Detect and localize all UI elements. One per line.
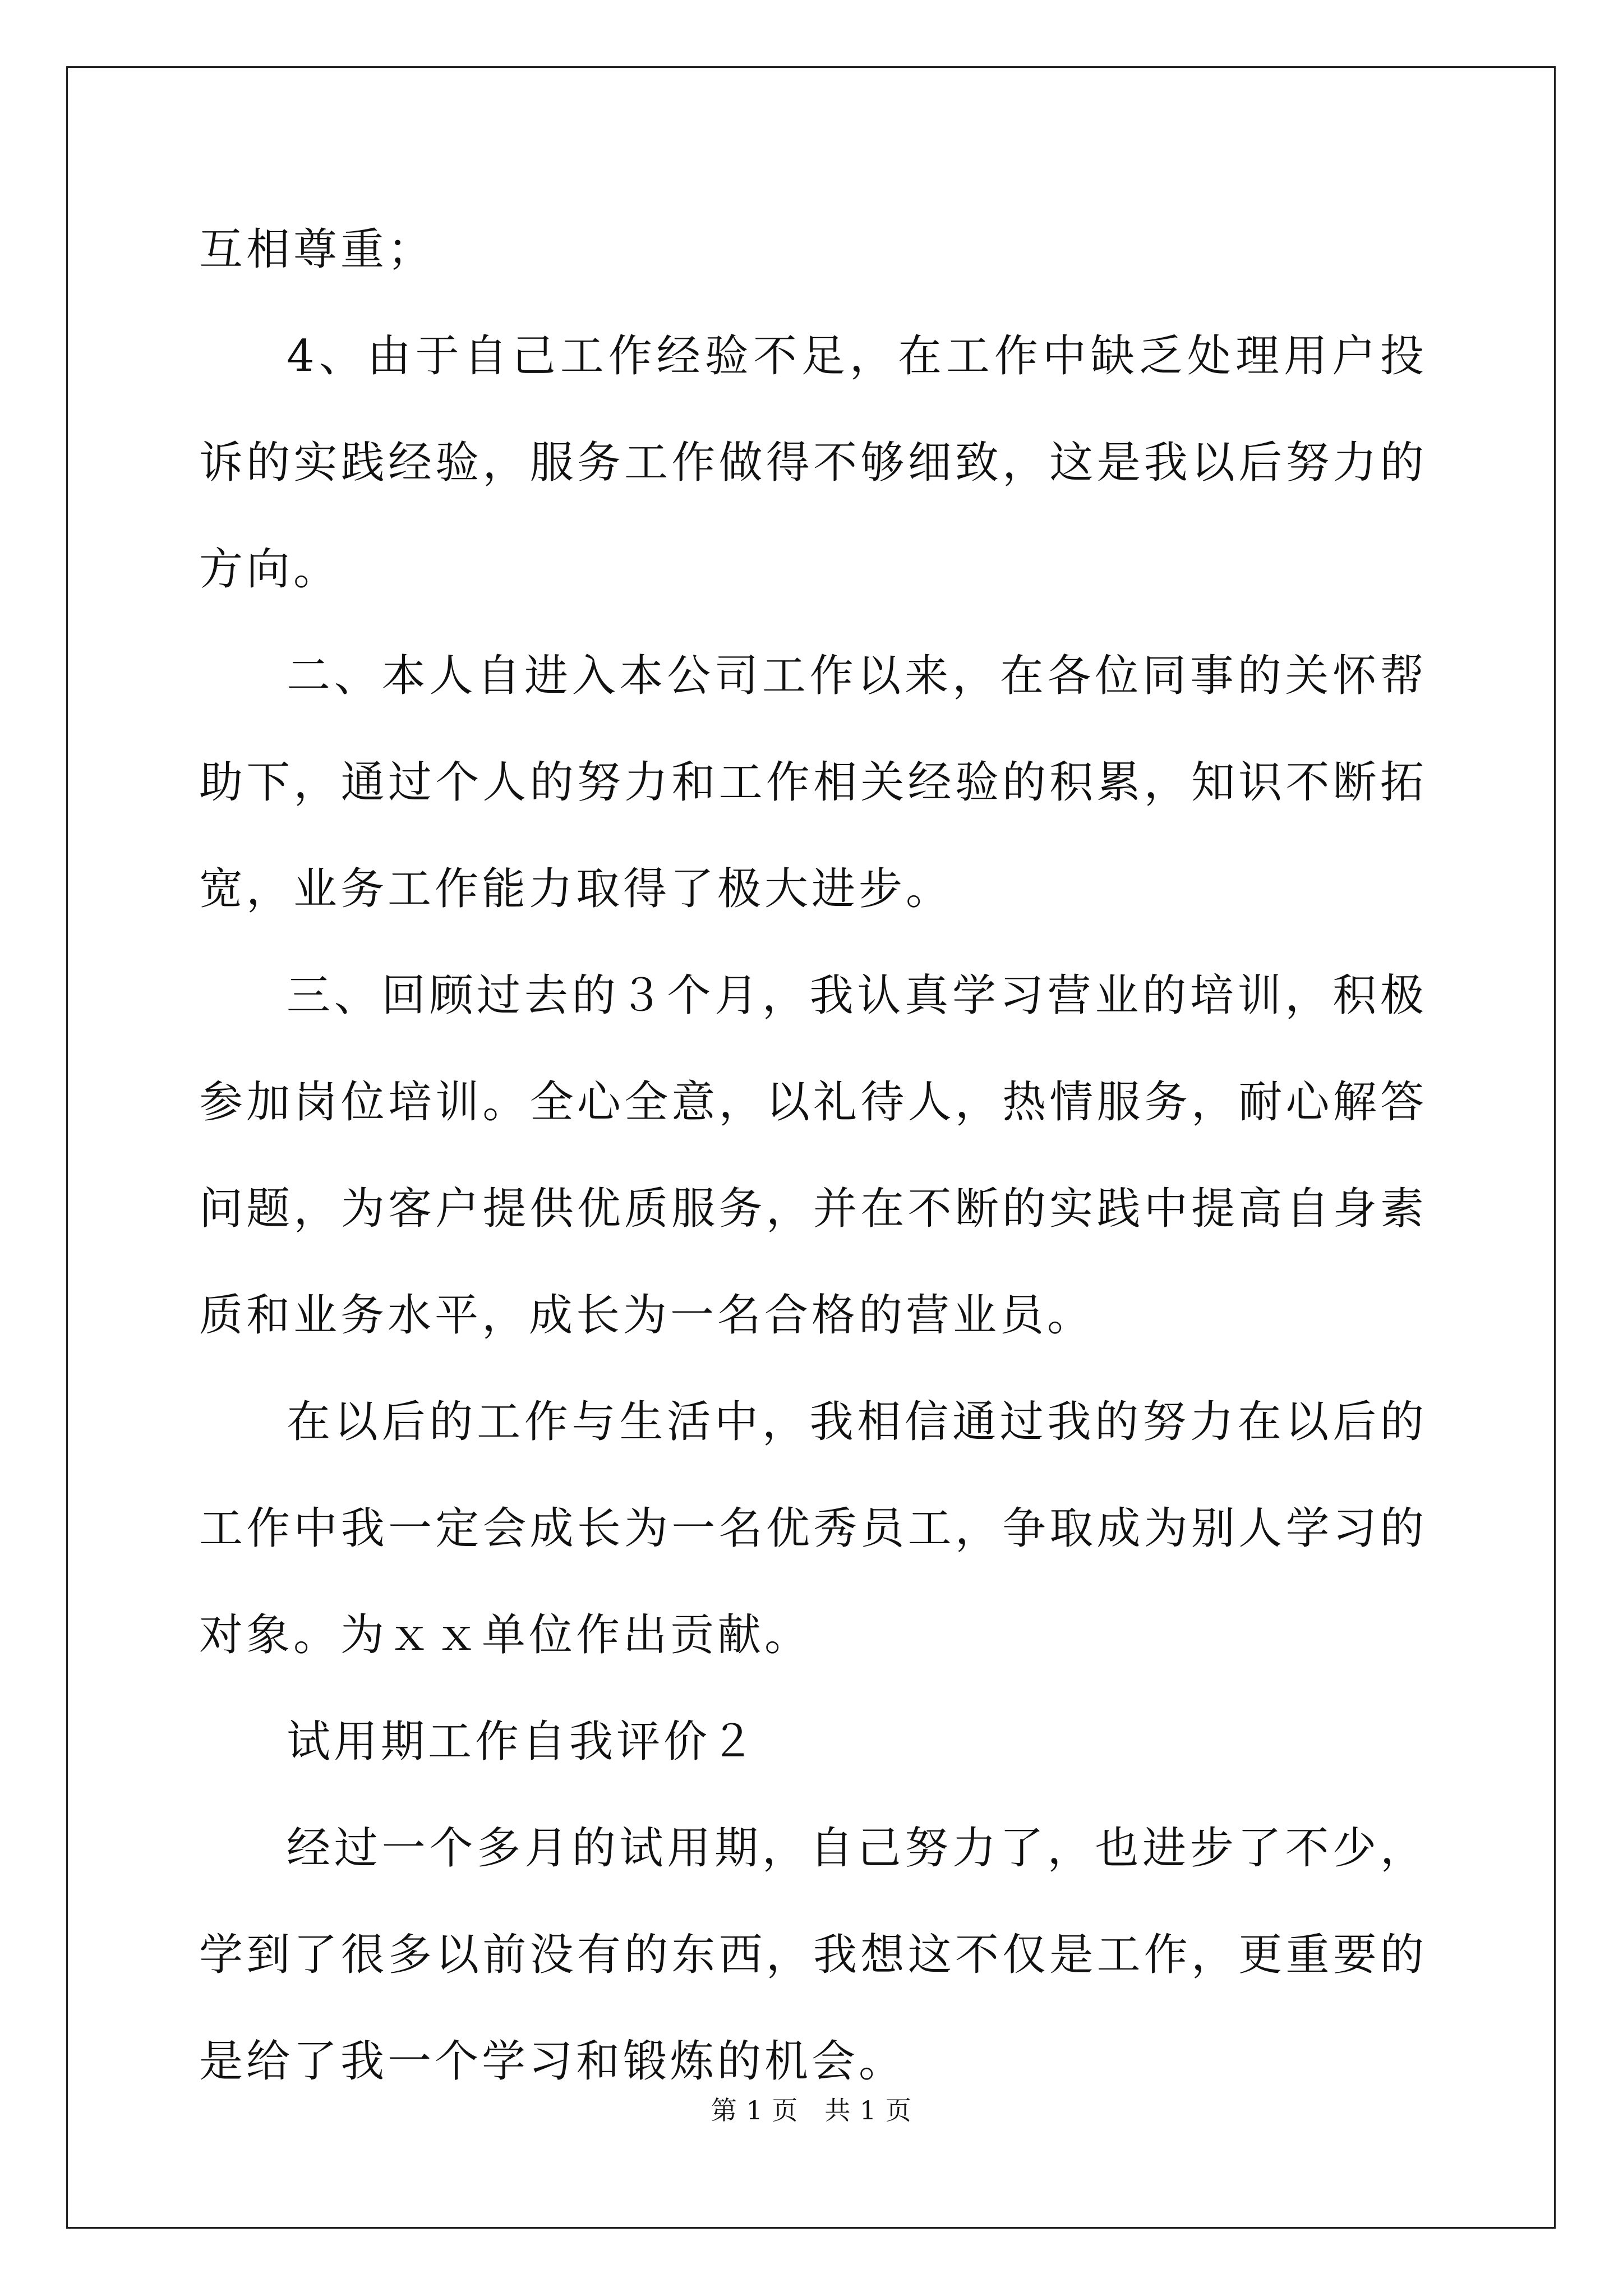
document-body — [199, 196, 1427, 2115]
paragraph: 三、回顾过去的３个月，我认真学习营业的培训，积极参加岗位培训。全心全意，以礼待人，热情服务，耐心解答问题，为客户提供优质服务，并在不断的实践中提高自身素质和业务水平，成长为一名合格的营业员。 — [199, 970, 1427, 1341]
page-number-label: 第 1 页 共 1 页 — [711, 2095, 912, 2125]
paragraph: 二、本人自进入本公司工作以来，在各位同事的关怀帮助下，通过个人的努力和工作相关经验的积累，知识不断拓宽，业务工作能力取得了极大进步。 — [199, 651, 1427, 914]
section-heading: 试用期工作自我评价２ — [287, 1717, 758, 1767]
page-footer — [0, 2093, 1623, 2127]
paragraph: 在以后的工作与生活中，我相信通过我的努力在以后的工作中我一定会成长为一名优秀员工，争取成为别人学习的对象。为ｘｘ单位作出贡献。 — [199, 1397, 1427, 1660]
paragraph: 互相尊重； — [199, 224, 435, 275]
paragraph: 4、由于自己工作经验不足，在工作中缺乏处理用户投诉的实践经验，服务工作做得不够细致，这是我以后努力的方向。 — [199, 331, 1427, 595]
paragraph: 经过一个多月的试用期，自己努力了，也进步了不少，学到了很多以前没有的东西，我想这不仅是工作，更重要的是给了我一个学习和锻炼的机会。 — [199, 1823, 1427, 2087]
